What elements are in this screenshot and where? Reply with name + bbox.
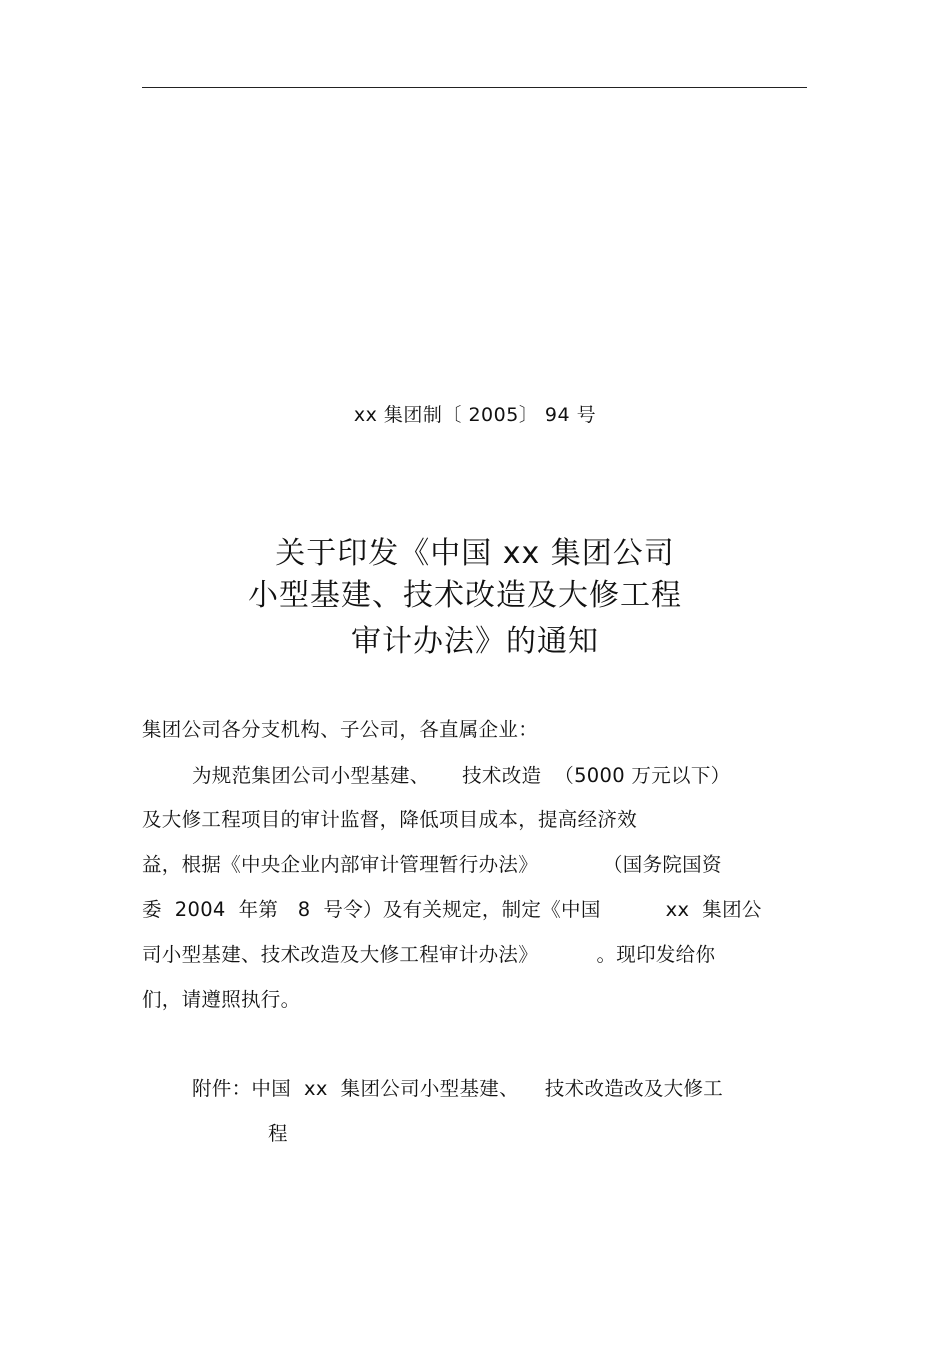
body-line-3: 益，根据《中央企业内部审计管理暂行办法》 （国务院国资 — [142, 853, 722, 876]
body-line-4: 委 2004 年第 8 号令）及有关规定，制定《中国 xx 集团公 — [142, 898, 762, 921]
header-rule — [142, 87, 807, 88]
title-line-3: 审计办法》的通知 — [351, 624, 599, 659]
document-number: xx 集团制〔 2005〕 94 号 — [353, 404, 597, 426]
attachment-line-1: 附件：中国 xx 集团公司小型基建、 技术改造改及大修工 — [192, 1077, 724, 1100]
salutation: 集团公司各分支机构、子公司，各直属企业： — [142, 718, 539, 741]
body-line-6: 们，请遵照执行。 — [142, 988, 301, 1011]
body-line-1: 为规范集团公司小型基建、 技术改造 （5000 万元以下） — [192, 764, 731, 787]
attachment-line-2: 程 — [268, 1122, 288, 1145]
body-line-2: 及大修工程项目的审计监督，降低项目成本，提高经济效 — [142, 808, 638, 831]
body-line-5: 司小型基建、技术改造及大修工程审计办法》 。现印发给你 — [142, 943, 716, 966]
title-line-1: 关于印发《中国 xx 集团公司 — [275, 536, 675, 571]
title-line-2: 小型基建、技术改造及大修工程 — [248, 578, 682, 613]
